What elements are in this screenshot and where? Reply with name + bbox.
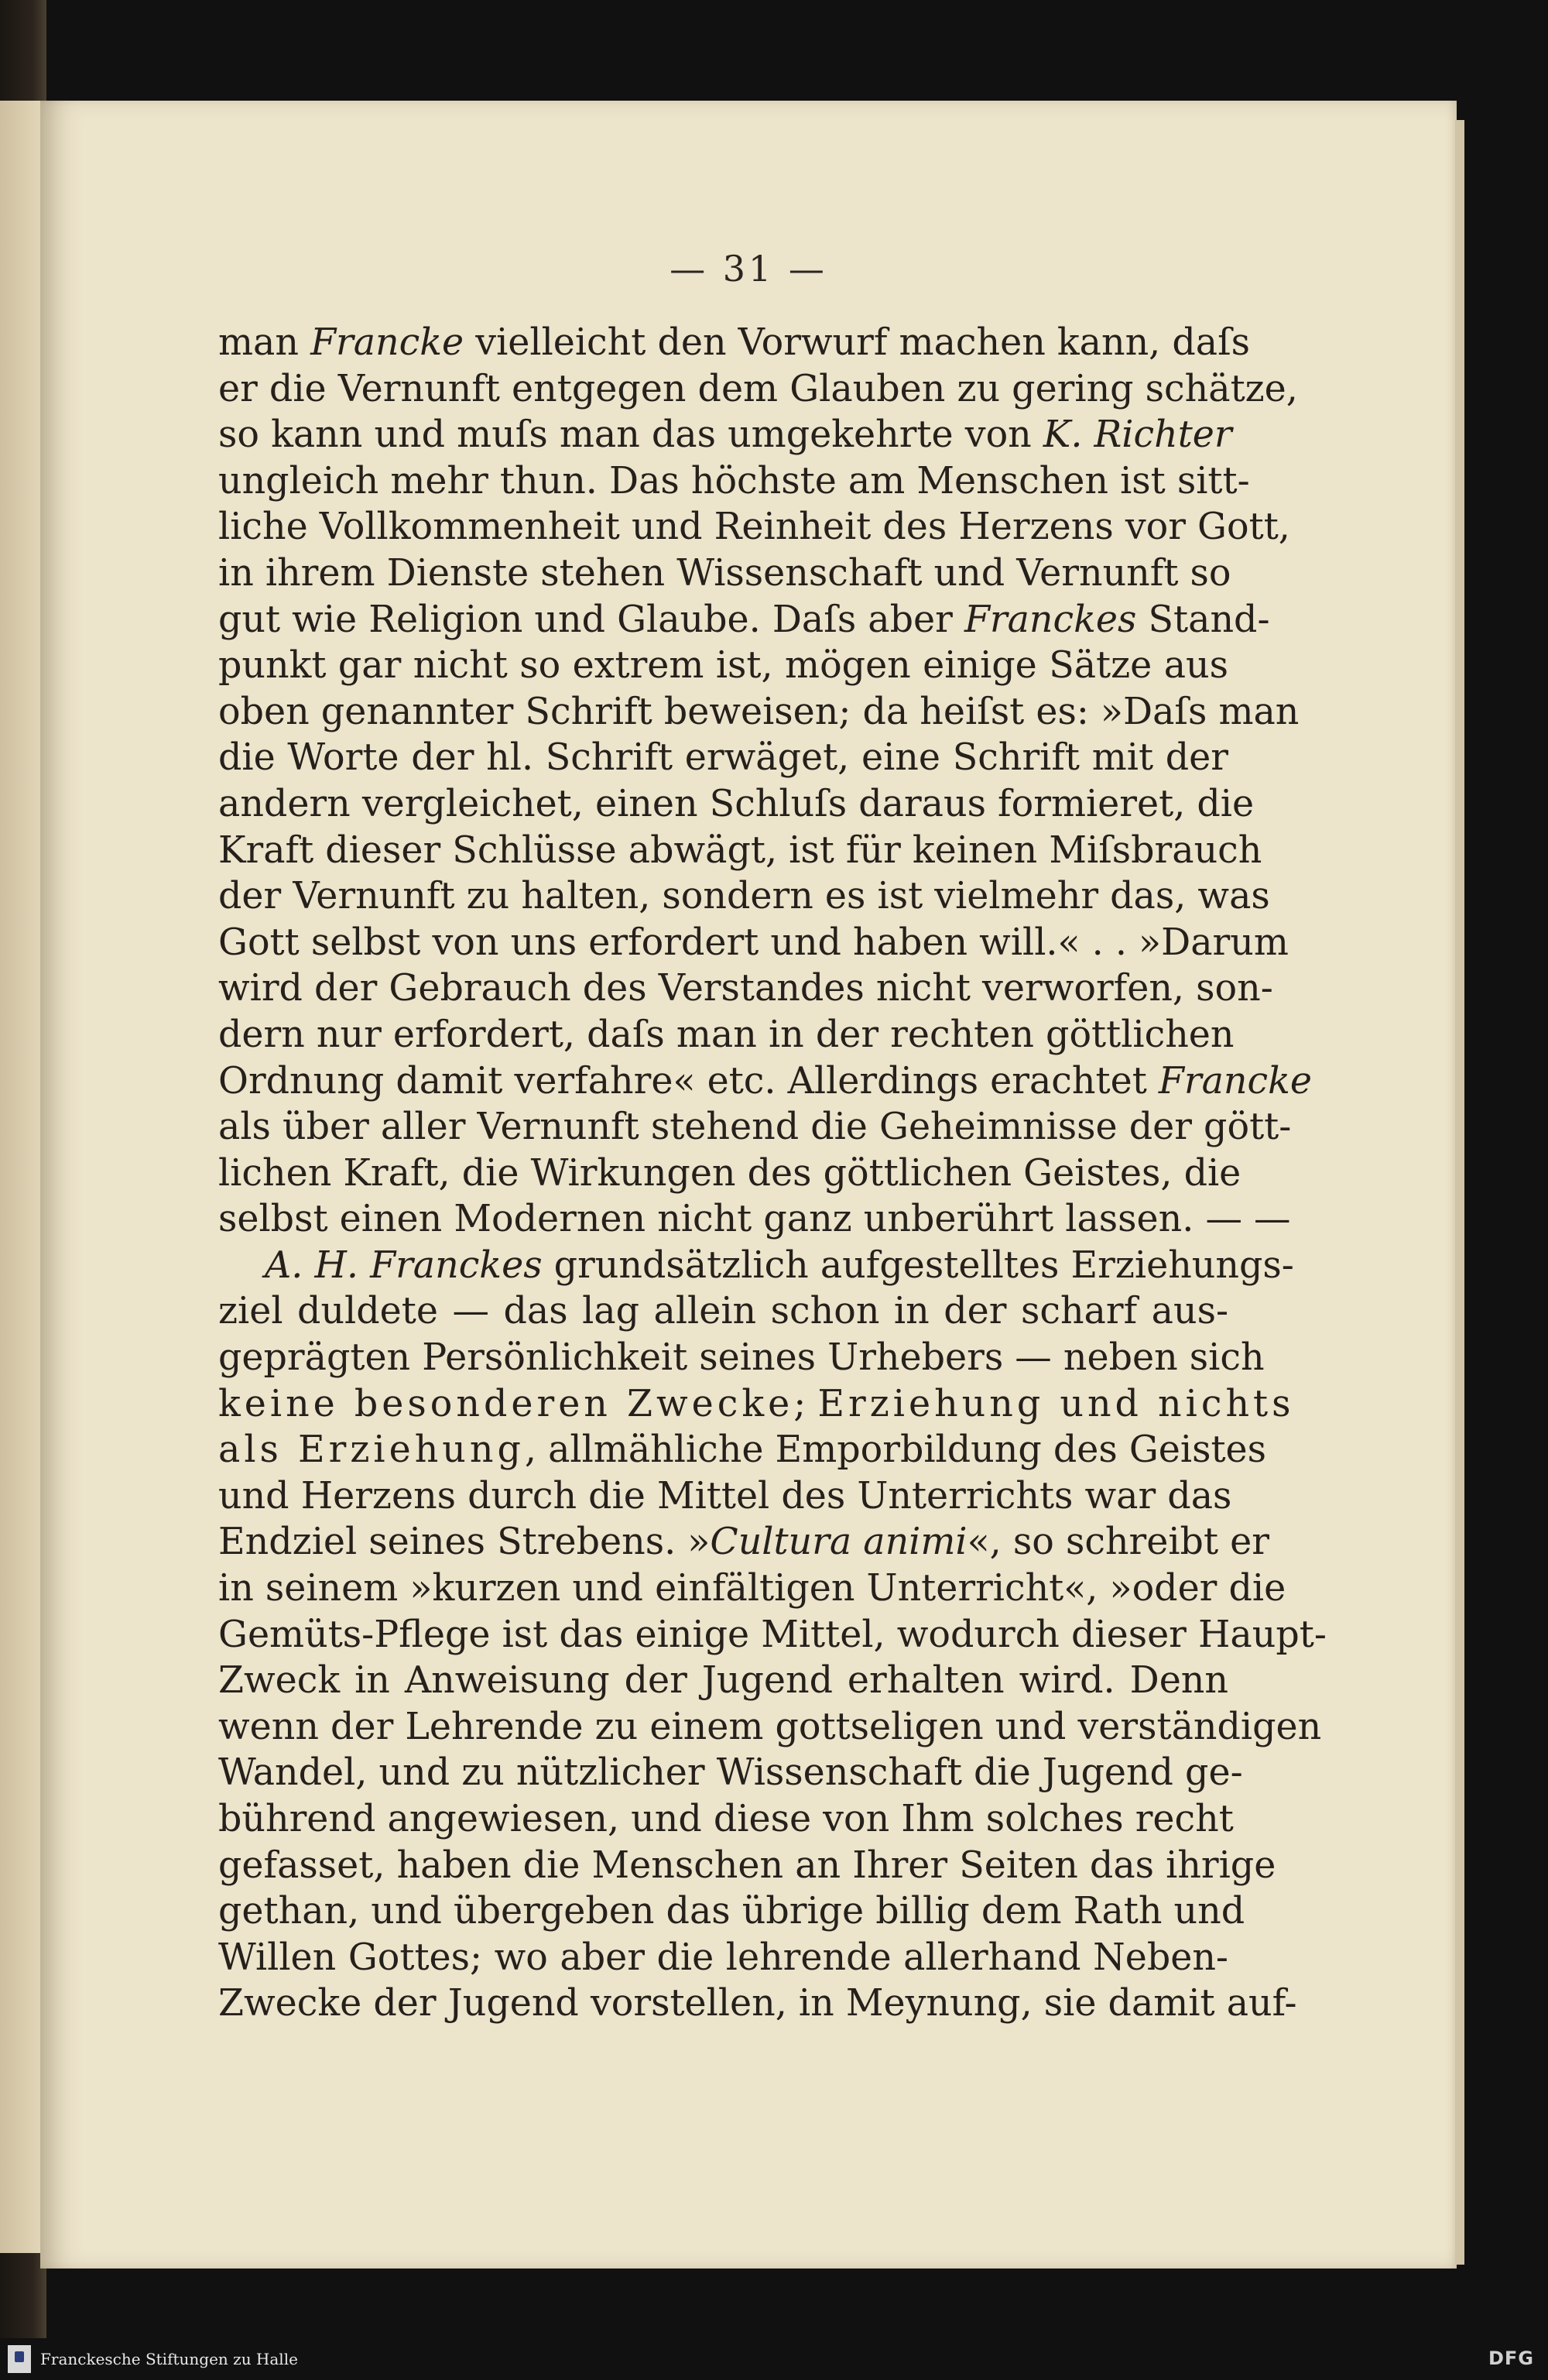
text-line [218, 735, 1228, 781]
spaced-emphasis-run: Erziehung und nichts [817, 1382, 1295, 1425]
text-line [218, 1151, 1241, 1197]
text-run: so kann und muſs man das umgekehrte von [218, 413, 1043, 457]
text-run: in seinem »kurzen und einfältigen Unterricht«, »oder die [218, 1567, 1286, 1610]
text-line [218, 1519, 1269, 1566]
text-line [218, 504, 1290, 550]
text-line [218, 1658, 1228, 1704]
text-run: punkt gar nicht so extrem ist, mögen einige Sätze aus [218, 644, 1228, 688]
italic-run: Francke [1158, 1059, 1312, 1103]
text-run: liche Vollkommenheit und Reinheit des Herzens vor Gott, [218, 506, 1290, 549]
text-line [218, 689, 1300, 736]
text-line [218, 781, 1255, 828]
italic-run: K. Richter [1043, 413, 1232, 457]
page-edge-right [1455, 120, 1464, 2265]
text-run: Kraft dieser Schlüsse abwägt, ist für keinen Miſsbrauch [218, 828, 1262, 872]
book-page [40, 101, 1457, 2269]
text-run: man [218, 321, 311, 364]
text-run: Gott selbst von uns erfordert und haben will.« . . »Darum [218, 921, 1289, 964]
text-run: Wandel, und zu nützlicher Wissenschaft die Jugend ge- [218, 1751, 1243, 1795]
text-run: selbst einen Modernen nicht ganz unberührt lassen. — — [218, 1198, 1291, 1241]
text-run: ungleich mehr thun. Das höchste am Menschen ist sitt- [218, 459, 1250, 502]
text-line [218, 1104, 1292, 1151]
text-line [218, 320, 1251, 366]
text-line [218, 1796, 1234, 1843]
text-run: dern nur erfordert, daſs man in der rechten göttlichen [218, 1013, 1235, 1056]
text-run: die Worte der hl. Schrift erwäget, eine Schrift mit der [218, 736, 1228, 780]
text-line [218, 1196, 1291, 1243]
text-line [218, 828, 1262, 874]
text-line [218, 1612, 1327, 1658]
italic-run: Cultura animi [710, 1521, 968, 1564]
text-run: gut wie Religion und Glaube. Daſs aber [218, 598, 964, 641]
text-line [218, 1704, 1322, 1751]
text-run: wenn der Lehrende zu einem gottseligen und verständigen [218, 1705, 1322, 1748]
facing-page-edge [0, 101, 40, 2253]
text-run: ; [793, 1382, 818, 1425]
text-run: gethan, und übergeben das übrige billig dem Rath und [218, 1890, 1245, 1933]
body-text [218, 320, 1327, 2027]
text-line [218, 643, 1228, 689]
text-line [218, 1335, 1265, 1381]
viewer-footer [0, 2338, 1548, 2380]
text-run: als über aller Vernunft stehend die Geheimnisse der gött- [218, 1106, 1292, 1149]
text-run: , allmähliche Emporbildung des Geistes [524, 1428, 1267, 1472]
text-run: «, so schreibt er [967, 1521, 1269, 1564]
text-line [218, 1980, 1297, 2027]
spaced-emphasis-run: keine besonderen Zwecke [218, 1382, 794, 1425]
dfg-logo: DFG [1488, 2347, 1534, 2369]
italic-run: Franckes [964, 598, 1137, 641]
text-run: Ordnung damit verfahre« etc. Allerdings erachtet [218, 1059, 1159, 1103]
text-line [218, 1935, 1228, 1981]
institution-logo-icon [8, 2345, 31, 2373]
text-run: Zwecke der Jugend vorstellen, in Meynung, sie damit auf- [218, 1982, 1297, 2025]
text-line [218, 1843, 1276, 1889]
text-run: geprägten Persönlichkeit seines Urhebers — neben sich [218, 1336, 1265, 1380]
text-line [218, 1750, 1243, 1796]
text-run: lichen Kraft, die Wirkungen des göttlichen Geistes, die [218, 1151, 1241, 1195]
text-run: und Herzens durch die Mittel des Unterrichts war das [218, 1474, 1232, 1518]
text-line [218, 458, 1250, 505]
text-line [218, 1243, 1294, 1289]
text-run: Stand- [1136, 598, 1270, 641]
text-run: Gemüts-Pflege ist das einige Mittel, wodurch dieser Haupt- [218, 1613, 1327, 1656]
italic-run: A. H. Franckes [265, 1243, 543, 1287]
institution-name: Franckesche Stiftungen zu Halle [40, 2350, 298, 2368]
text-run: andern vergleichet, einen Schluſs daraus formieret, die [218, 782, 1255, 825]
text-line [218, 1427, 1267, 1473]
text-run: Endziel seines Strebens. » [218, 1521, 711, 1564]
page-number: — 31 — [670, 248, 827, 290]
text-line [218, 1888, 1245, 1935]
text-line [218, 366, 1298, 413]
text-line [218, 550, 1231, 597]
text-line [218, 920, 1289, 966]
text-run: wird der Gebrauch des Verstandes nicht verworfen, son- [218, 967, 1273, 1010]
text-run: Willen Gottes; wo aber die lehrende allerhand Neben- [218, 1936, 1228, 1979]
text-line [218, 1566, 1286, 1612]
text-run: gefasset, haben die Menschen an Ihrer Seiten das ihrige [218, 1843, 1276, 1887]
text-line [218, 1381, 1295, 1428]
text-run: in ihrem Dienste stehen Wissenschaft und Vernunft so [218, 551, 1231, 595]
text-run: Zweck in Anweisung der Jugend erhalten wird. Denn [218, 1659, 1228, 1703]
text-run: er die Vernunft entgegen dem Glauben zu gering schätze, [218, 367, 1298, 410]
text-line [218, 1058, 1312, 1105]
italic-run: Francke [310, 321, 464, 364]
text-line [218, 1473, 1232, 1520]
text-run: vielleicht den Vorwurf machen kann, daſs [464, 321, 1251, 364]
text-line [218, 1288, 1228, 1335]
text-line [218, 965, 1273, 1012]
text-line [218, 597, 1270, 643]
text-run: grundsätzlich aufgestelltes Erziehungs- [542, 1243, 1294, 1287]
text-line [218, 1012, 1235, 1058]
text-run: oben genannter Schrift beweisen; da heiſst es: »Daſs man [218, 690, 1300, 733]
text-run: der Vernunft zu halten, sondern es ist vielmehr das, was [218, 875, 1270, 918]
text-line [218, 412, 1232, 458]
spaced-emphasis-run: als Erziehung [218, 1428, 525, 1472]
text-run: bührend angewiesen, und diese von Ihm solches recht [218, 1798, 1234, 1840]
text-run: ziel duldete — das lag allein schon in der scharf aus- [218, 1290, 1228, 1333]
text-line [218, 873, 1270, 920]
